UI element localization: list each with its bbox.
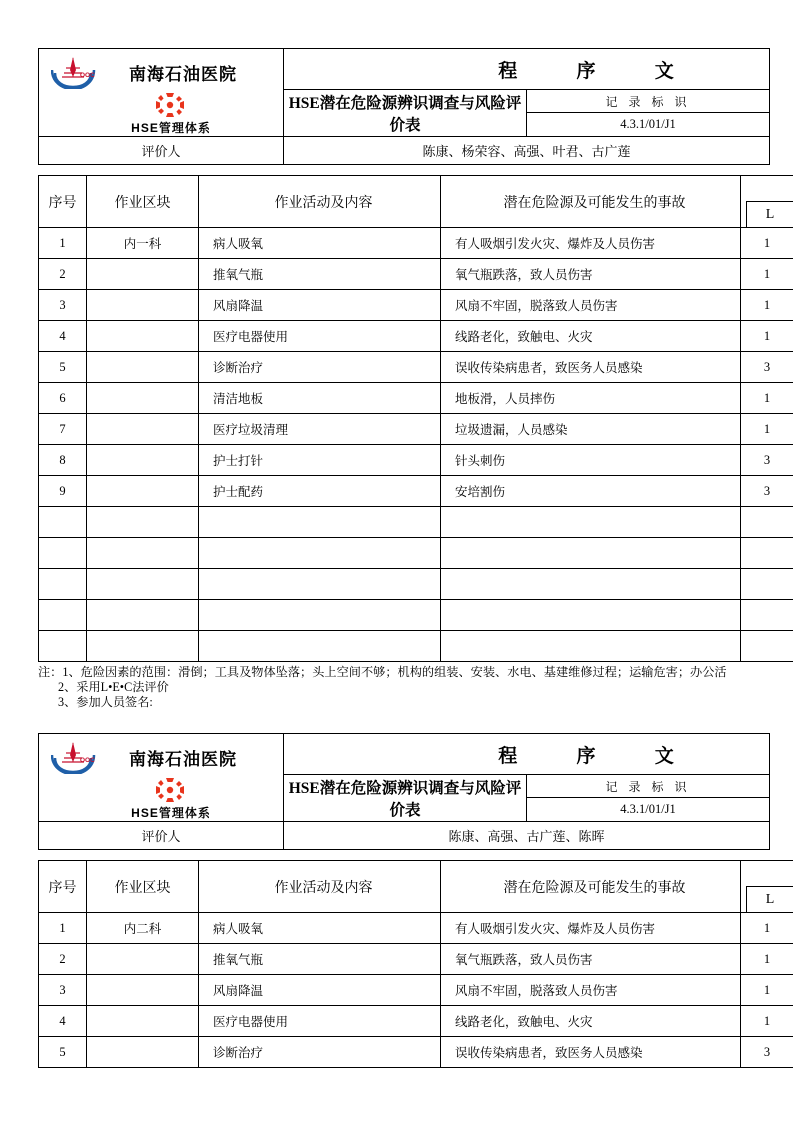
cell-activity: 护士配药 [199,476,441,507]
cell-no [39,507,87,538]
column-header-l-cell [741,861,793,913]
cell-no: 3 [39,975,87,1006]
logo-cell [39,49,284,137]
cell-l: 1 [741,290,793,321]
cell-no: 1 [39,913,87,944]
cell-activity [199,538,441,569]
table-row [39,631,793,662]
cell-activity: 风扇降温 [199,290,441,321]
cell-activity: 医疗电器使用 [199,321,441,352]
document-header-2 [38,733,770,850]
cell-activity: 诊断治疗 [199,1037,441,1068]
cell-no [39,538,87,569]
cell-activity: 护士打针 [199,445,441,476]
cell-hazard [441,507,741,538]
cell-l [741,538,793,569]
cell-activity [199,569,441,600]
cell-area [87,600,199,631]
column-header-hazard: 潜在危险源及可能发生的事故 [441,176,741,228]
table-header-row [39,861,793,913]
cell-no: 3 [39,290,87,321]
risk-assessment-table-1 [38,175,793,662]
note-line-2: 2、采用L•E•C法评价 [58,680,169,694]
cell-activity: 推氧气瓶 [199,944,441,975]
cell-l [741,507,793,538]
table-row [39,507,793,538]
cell-l: 3 [741,1037,793,1068]
cell-hazard: 地板滑，人员摔伤 [441,383,741,414]
cell-area [87,321,199,352]
cell-activity: 风扇降温 [199,975,441,1006]
cell-activity [199,507,441,538]
organization-name: 南海石油医院 [129,64,237,84]
hse-system-label: HSE管理体系 [131,806,211,820]
cell-l: 1 [741,259,793,290]
cell-area [87,352,199,383]
cell-no: 9 [39,476,87,507]
cell-area [87,383,199,414]
cell-l: 1 [741,383,793,414]
cell-area [87,414,199,445]
cell-hazard: 针头刺伤 [441,445,741,476]
cell-l: 3 [741,476,793,507]
risk-assessment-table-2 [38,860,793,1068]
evaluator-names: 陈康、杨荣容、高强、叶君、古广莲 [284,137,770,165]
evaluator-label: 评价人 [39,822,284,850]
logo-cell [39,734,284,822]
cnooc-logo-icon [51,740,97,774]
cell-hazard [441,569,741,600]
cell-l [741,631,793,662]
cell-activity: 病人吸氧 [199,228,441,259]
cell-no [39,600,87,631]
table-row [39,476,793,507]
cell-activity: 诊断治疗 [199,352,441,383]
record-identifier-block [527,90,770,137]
document-type-title: 程 序 文 [284,49,770,90]
table-row [39,975,793,1006]
cell-l: 3 [741,445,793,476]
cell-no: 5 [39,1037,87,1068]
table-row [39,569,793,600]
column-header-no: 序号 [39,861,87,913]
hse-system-label: HSE管理体系 [131,121,211,135]
table-row [39,1037,793,1068]
cell-area [87,538,199,569]
cell-hazard: 氧气瓶跌落，致人员伤害 [441,944,741,975]
table-row [39,259,793,290]
note-line-1: 注：1、危险因素的范围：滑倒；工具及物体坠落；头上空间不够；机构的组装、安装、水电、基建维修过程；运输危害；办公活 [38,665,727,679]
form-instance-2 [38,733,793,1068]
cell-area [87,975,199,1006]
form-title: HSE潜在危险源辨识调查与风险评价表 [284,90,527,137]
cell-no: 5 [39,352,87,383]
cell-hazard: 误收传染病患者，致医务人员感染 [441,1037,741,1068]
red-cross-icon [155,777,185,803]
cell-l: 1 [741,913,793,944]
cell-activity: 推氧气瓶 [199,259,441,290]
column-header-area: 作业区块 [87,176,199,228]
cell-l: 3 [741,352,793,383]
table-row [39,600,793,631]
table-row [39,290,793,321]
column-header-no: 序号 [39,176,87,228]
record-label: 记 录 标 识 [527,90,769,113]
cell-hazard [441,631,741,662]
document-type-title: 程 序 文 [284,734,770,775]
table-row [39,383,793,414]
cell-l [741,569,793,600]
cell-l: 1 [741,414,793,445]
table-row [39,445,793,476]
cell-no [39,569,87,600]
cell-hazard: 氧气瓶跌落，致人员伤害 [441,259,741,290]
cell-area [87,569,199,600]
column-header-activity: 作业活动及内容 [199,176,441,228]
cell-no: 4 [39,321,87,352]
cell-no: 4 [39,1006,87,1037]
column-header-l: L [746,886,793,912]
cnooc-logo-icon [51,55,97,89]
table-row [39,228,793,259]
table-header-row [39,176,793,228]
cell-no: 2 [39,944,87,975]
table-row [39,414,793,445]
cell-hazard [441,600,741,631]
cell-area: 内二科 [87,913,199,944]
cell-l: 1 [741,228,793,259]
column-header-activity: 作业活动及内容 [199,861,441,913]
cell-hazard: 有人吸烟引发火灾、爆炸及人员伤害 [441,913,741,944]
table-row [39,913,793,944]
cell-activity: 病人吸氧 [199,913,441,944]
cell-activity [199,600,441,631]
cell-activity: 清洁地板 [199,383,441,414]
svg-text:OOC: OOC [80,757,95,764]
form-title: HSE潜在危险源辨识调查与风险评价表 [284,775,527,822]
cell-l [741,600,793,631]
form-instance-1 [38,48,793,710]
table-row [39,321,793,352]
table-row [39,538,793,569]
cell-hazard: 风扇不牢固，脱落致人员伤害 [441,290,741,321]
cell-area [87,944,199,975]
cell-hazard: 安培割伤 [441,476,741,507]
cell-area [87,1037,199,1068]
table-row [39,944,793,975]
cell-no: 7 [39,414,87,445]
cell-hazard: 线路老化，致触电、火灾 [441,321,741,352]
note-line-3: 3、参加人员签名: [58,695,153,709]
cell-activity: 医疗垃圾清理 [199,414,441,445]
record-identifier-block [527,775,770,822]
cell-hazard: 有人吸烟引发火灾、爆炸及人员伤害 [441,228,741,259]
cell-area [87,290,199,321]
cell-area [87,1006,199,1037]
cell-area [87,631,199,662]
table-row [39,352,793,383]
cell-area: 内一科 [87,228,199,259]
svg-text:OOC: OOC [80,72,95,79]
column-header-l: L [746,201,793,227]
record-label: 记 录 标 识 [527,775,769,798]
evaluator-label: 评价人 [39,137,284,165]
cell-l: 1 [741,944,793,975]
cell-no: 2 [39,259,87,290]
column-header-hazard: 潜在危险源及可能发生的事故 [441,861,741,913]
cell-hazard: 误收传染病患者，致医务人员感染 [441,352,741,383]
cell-no [39,631,87,662]
cell-hazard [441,538,741,569]
column-header-l-cell [741,176,793,228]
table-row [39,1006,793,1037]
cell-area [87,476,199,507]
table-notes-1 [38,665,793,710]
cell-hazard: 垃圾遗漏，人员感染 [441,414,741,445]
cell-activity: 医疗电器使用 [199,1006,441,1037]
cell-hazard: 风扇不牢固，脱落致人员伤害 [441,975,741,1006]
cell-l: 1 [741,975,793,1006]
column-header-area: 作业区块 [87,861,199,913]
cell-area [87,507,199,538]
cell-area [87,259,199,290]
cell-no: 1 [39,228,87,259]
cell-no: 8 [39,445,87,476]
cell-area [87,445,199,476]
cell-l: 1 [741,321,793,352]
evaluator-names: 陈康、高强、古广莲、陈晖 [284,822,770,850]
record-id: 4.3.1/01/J1 [620,802,676,816]
record-id: 4.3.1/01/J1 [620,117,676,131]
cell-no: 6 [39,383,87,414]
cell-l: 1 [741,1006,793,1037]
document-header-1 [38,48,770,165]
red-cross-icon [155,92,185,118]
cell-hazard: 线路老化，致触电、火灾 [441,1006,741,1037]
organization-name: 南海石油医院 [129,749,237,769]
cell-activity [199,631,441,662]
